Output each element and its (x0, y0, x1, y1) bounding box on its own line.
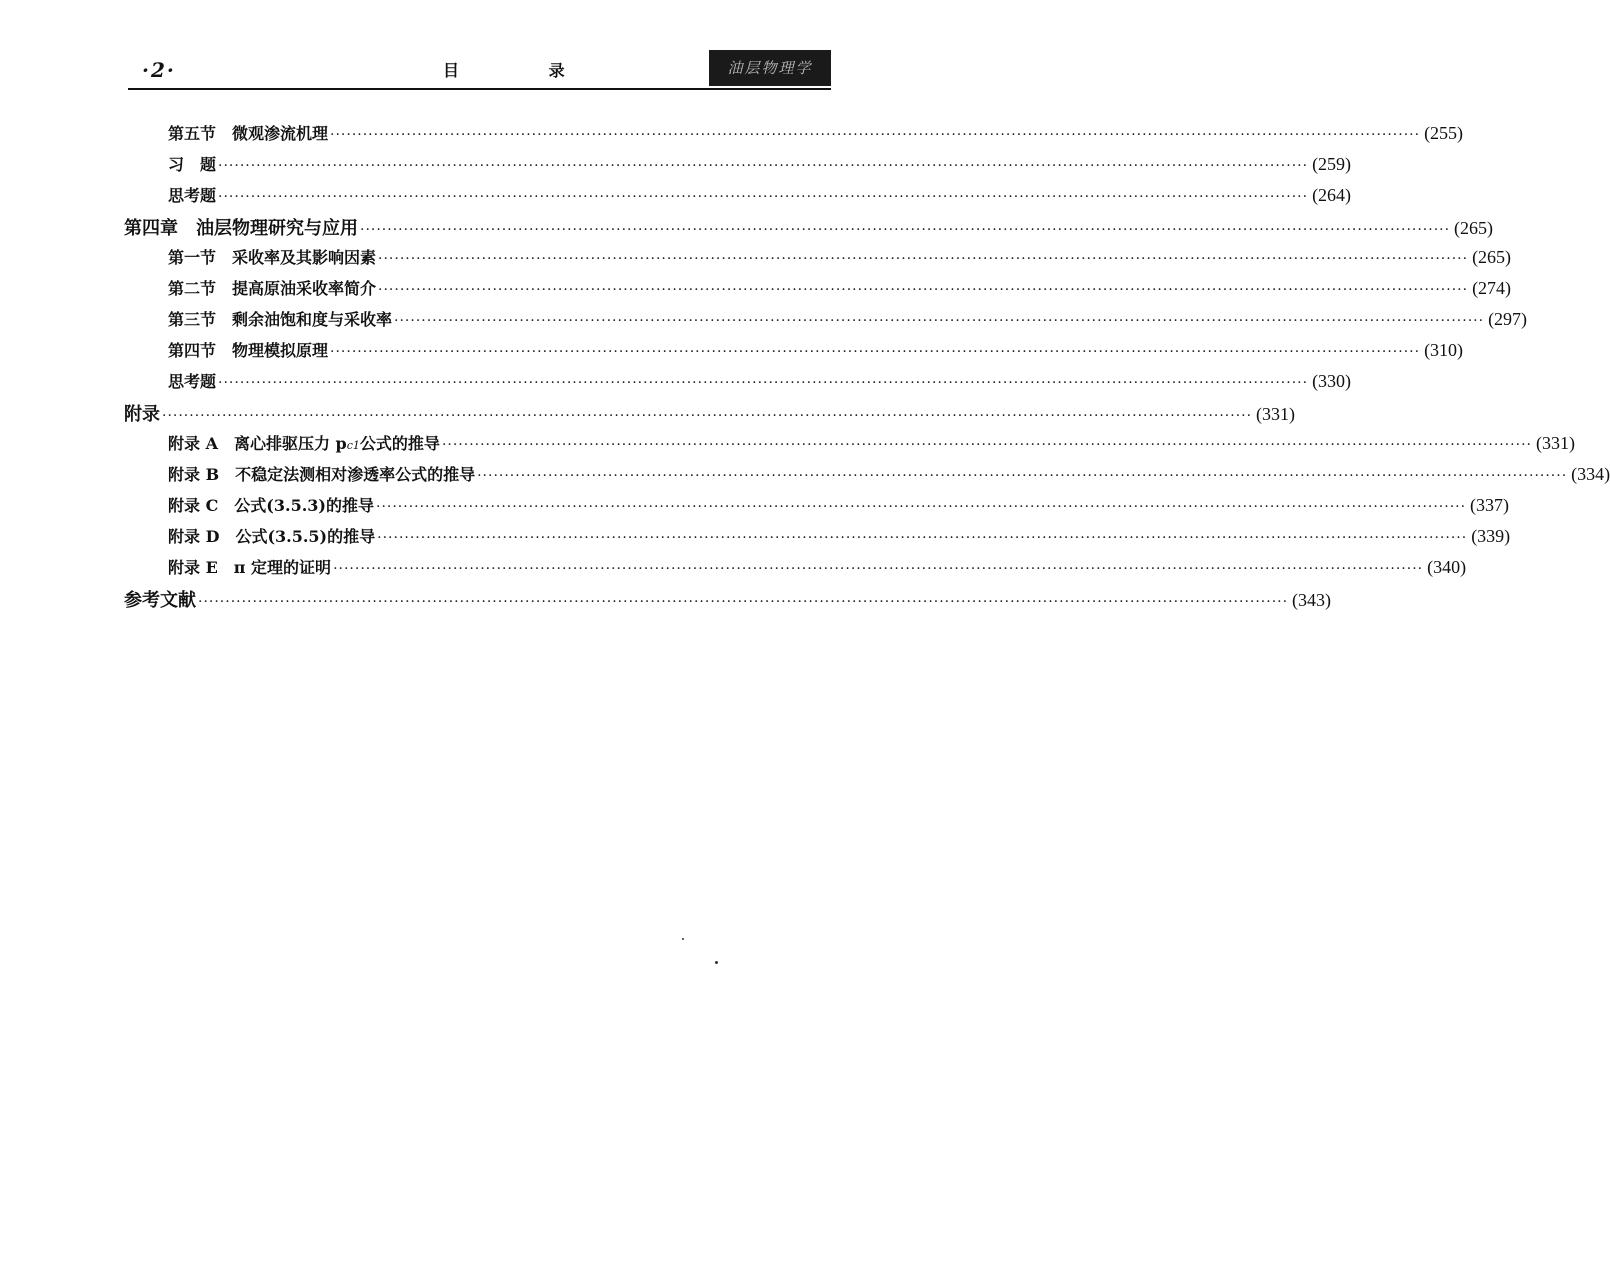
toc-entry-label: 思考题 (168, 372, 217, 391)
scan-speck (682, 938, 684, 940)
toc-entry-label: 参考文献 (124, 590, 196, 611)
toc-page-number: (297) (1488, 309, 1528, 329)
leader-dots: ········································································································································································································ (330, 127, 1421, 143)
leader-dots: ········································································································································································································ (378, 282, 1469, 298)
toc-page-number: (265) (1472, 247, 1512, 267)
toc-entry-label: 附录 (124, 404, 160, 425)
page-number: ·2· (142, 58, 176, 82)
leader-dots: ········································································································································································································ (218, 158, 1309, 174)
toc-section-entry (0, 462, 1610, 492)
toc-entry-label: 第四章 油层物理研究与应用 (124, 218, 358, 239)
leader-dots: ········································································································································································································ (330, 344, 1421, 360)
toc-entry-label: 第二节 提高原油采收率简介 (168, 279, 377, 298)
book-logo (709, 50, 831, 86)
toc-section-entry (0, 245, 1512, 275)
toc-entry-label: 思考题 (168, 186, 217, 205)
toc-section-entry (0, 555, 1467, 585)
running-title: 目 录 (443, 61, 607, 80)
leader-dots: ········································································································································································································ (218, 375, 1309, 391)
leader-dots: ········································································································································································································ (198, 594, 1289, 610)
leader-dots: ········································································································································································································ (376, 499, 1467, 515)
leader-dots: ········································································································································································································ (378, 251, 1469, 267)
toc-page-number: (265) (1454, 218, 1494, 238)
toc-page-number: (310) (1424, 340, 1464, 360)
leader-dots: ········································································································································································································ (360, 222, 1451, 238)
toc-section-entry (0, 121, 1464, 151)
toc-chapter-entry (0, 400, 1296, 430)
logo-text: 油层物理学 (727, 59, 813, 77)
leader-dots: ········································································································································································································ (162, 408, 1253, 424)
toc-section-entry (0, 369, 1352, 399)
toc-page-number: (259) (1312, 154, 1352, 174)
leader-dots: ········································································································································································································ (477, 468, 1568, 484)
toc-entry-label: 第四节 物理模拟原理 (168, 341, 329, 360)
toc-section-entry (0, 431, 1575, 461)
toc-entry-label: 附录 A 离心排驱压力 p (168, 434, 347, 453)
toc-page-number: (331) (1535, 433, 1575, 453)
toc-section-entry (0, 183, 1352, 213)
toc-page-number: (274) (1472, 278, 1512, 298)
leader-dots: ········································································································································································································ (377, 530, 1468, 546)
toc-section-entry (0, 307, 1528, 337)
toc-entry-label: 第一节 采收率及其影响因素 (168, 248, 377, 267)
leader-dots: ········································································································································································································ (218, 189, 1309, 205)
scan-speck (715, 961, 718, 964)
toc-page-number: (331) (1256, 404, 1296, 424)
toc-section-entry (0, 338, 1464, 368)
toc-entry-label-suffix: 公式的推导 (359, 434, 440, 453)
toc-entry-label: 附录 B 不稳定法测相对渗透率公式的推导 (168, 465, 476, 484)
toc-page-number: (264) (1312, 185, 1352, 205)
leader-dots: ········································································································································································································ (394, 313, 1485, 329)
leader-dots: ········································································································································································································ (441, 437, 1532, 453)
toc-page-number: (343) (1292, 590, 1332, 610)
page-header (128, 50, 831, 90)
toc-page-number: (255) (1424, 123, 1464, 143)
leader-dots: ········································································································································································································ (333, 561, 1424, 577)
toc-entry-label: 第三节 剩余油饱和度与采收率 (168, 310, 393, 329)
toc-entry-label: 附录 C 公式(3.5.3)的推导 (168, 496, 374, 515)
toc-entry-label: 附录 E π 定理的证明 (168, 558, 332, 577)
toc-section-entry (0, 152, 1352, 182)
toc-section-entry (0, 276, 1512, 306)
toc-page-number: (340) (1427, 557, 1467, 577)
toc-entry-subscript: c1 (346, 439, 360, 452)
toc-entry-label: 第五节 微观渗流机理 (168, 124, 329, 143)
toc-section-entry (0, 493, 1510, 523)
toc-chapter-entry (0, 214, 1494, 244)
toc-page-number: (339) (1471, 526, 1511, 546)
toc-entry-label: 附录 D 公式(3.5.5)的推导 (168, 527, 376, 546)
toc-entry-label: 习 题 (168, 155, 217, 174)
toc-page-number: (334) (1571, 464, 1610, 484)
toc-chapter-entry (0, 586, 1332, 616)
toc-page-number: (330) (1312, 371, 1352, 391)
toc-section-entry (0, 524, 1511, 554)
toc-page-number: (337) (1470, 495, 1510, 515)
